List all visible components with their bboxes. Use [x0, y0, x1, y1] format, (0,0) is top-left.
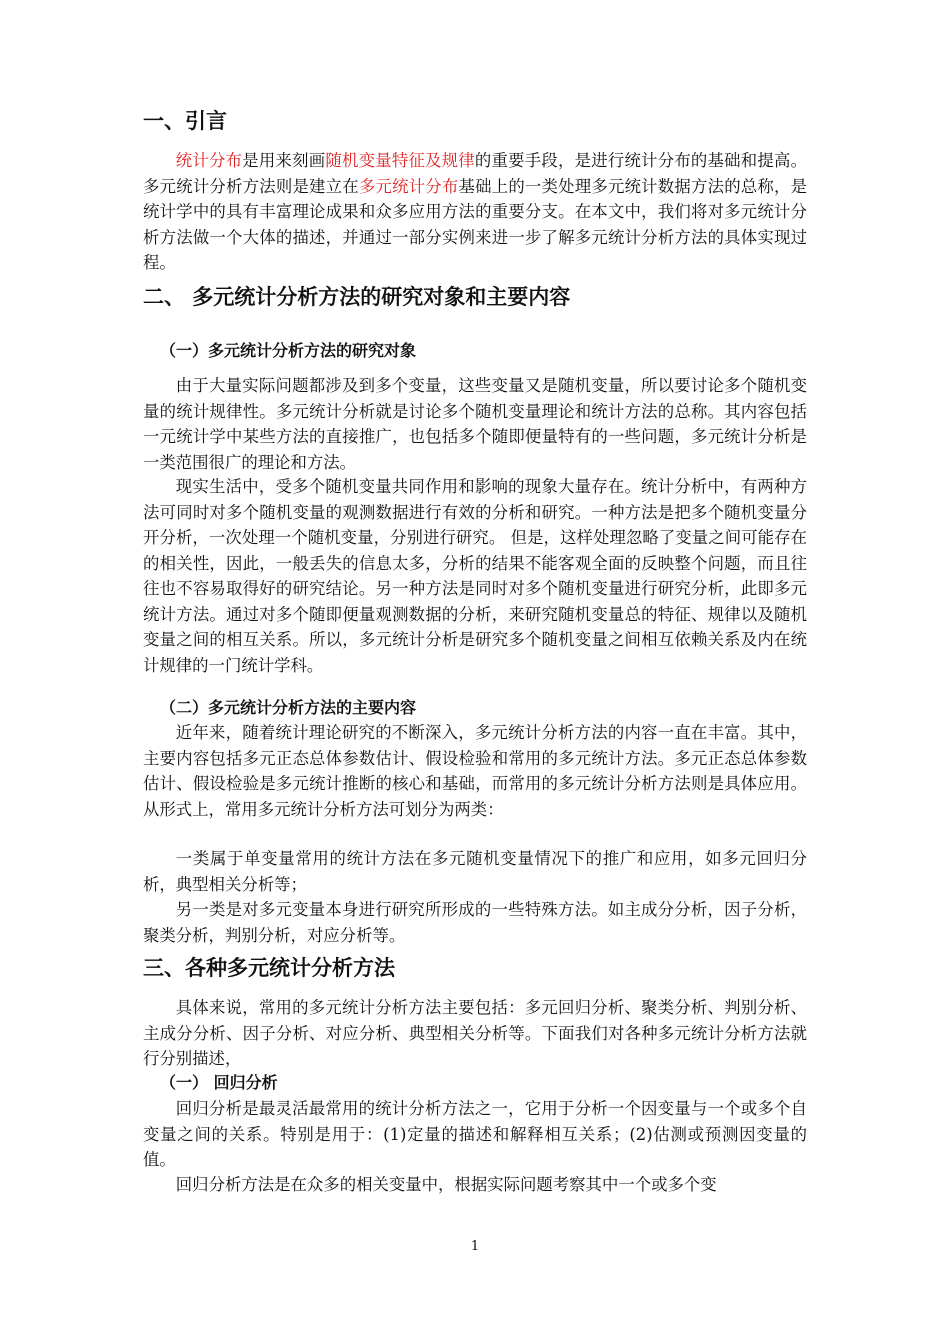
paragraph-regression-2: 回归分析方法是在众多的相关变量中，根据实际问题考察其中一个或多个变 [175, 1175, 717, 1194]
paragraph-main-content-3: 另一类是对多元变量本身进行研究所形成的一些特殊方法。如主成分分析，因子分析，聚类分析，判别分析，对应分析等。 [143, 900, 807, 945]
paragraph-main-content-2: 一类属于单变量常用的统计方法在多元随机变量情况下的推广和应用，如多元回归分析，典型相关分析等； [143, 849, 807, 894]
term-statistical-distribution: 统计分布 [175, 151, 243, 170]
term-multivariate-distribution: 多元统计分布 [358, 176, 459, 196]
term-random-variable-features: 随机变量特征及规律 [325, 151, 475, 170]
page-number: 1 [470, 1239, 480, 1254]
heading-introduction: 一、引言 [143, 109, 227, 133]
paragraph-research-objects-1: 由于大量实际问题都涉及到多个变量，这些变量又是随机变量，所以要讨论多个随机变量的统计规律性。多元统计分析就是讨论多个随机变量理论和统计方法的总称。其内容包括一元统计学中某些方法的直接推广，也包括多个随即便量特有的一些问题，多元统计分析是一类范围很广的理论和方法。 [143, 376, 807, 472]
heading-section-3: 三、各种多元统计分析方法 [143, 956, 395, 980]
paragraph-research-objects-2: 现实生活中，受多个随机变量共同作用和影响的现象大量存在。统计分析中，有两种方法可同时对多个随机变量的观测数据进行有效的分析和研究。一种方法是把多个随机变量分开分析，一次处理一个随机变量，分别进行研究。 但是，这样处理忽略了变量之间可能存在的相关性，因此，一般丢失的信息太多，分析的结果不能客观全面的反映整个问题，而且往往也不容易取得好的研究结论。另一种方法是同时对多个随机变量进行研究分析，此即多元统计方法。通过对多个随即便量观测数据的分析，来研究随机变量总的特征、规律以及随机变量之间的相互关系。所以，多元统计分析是研究多个随机变量之间相互依赖关系及内在统计规律的一门统计学科。 [143, 477, 807, 675]
heading-section-2: 二、 多元统计分析方法的研究对象和主要内容 [143, 285, 571, 309]
heading-research-objects: （一）多元统计分析方法的研究对象 [160, 341, 417, 360]
intro-paragraph: 统计分布是用来刻画随机变量特征及规律的重要手段，是进行统计分布的基础和提高。多元统计分析方法则是建立在多元统计分布基础上的一类处理多元统计数据方法的总称，是统计学中的具有丰富理论成果和众多应用方法的重要分支。在本文中，我们将对多元统计分析方法做一个大体的描述，并通过一部分实例来进一步了解多元统计分析方法的具体实现过程。 [143, 151, 808, 272]
paragraph-regression-1: 回归分析是最灵活最常用的统计分析方法之一，它用于分析一个因变量与一个或多个自变量之间的关系。特别是用于：(1)定量的描述和解释相互关系；(2)估测或预测因变量的值。 [143, 1099, 807, 1169]
paragraph-main-content-1: 近年来，随着统计理论研究的不断深入，多元统计分析方法的内容一直在丰富。其中，主要内容包括多元正态总体参数估计、假设检验和常用的多元统计方法。多元正态总体参数估计、假设检验是多元统计推断的核心和基础，而常用的多元统计分析方法则是具体应用。从形式上，常用多元统计分析方法可划分为两类： [143, 723, 807, 819]
heading-main-content: （二）多元统计分析方法的主要内容 [160, 698, 417, 717]
heading-regression-analysis: （一） 回归分析 [160, 1073, 278, 1092]
paragraph-methods-overview: 具体来说，常用的多元统计分析方法主要包括：多元回归分析、聚类分析、判别分析、主成分分析、因子分析、对应分析、典型相关分析等。下面我们对各种多元统计分析方法就行分别描述， [143, 998, 807, 1068]
